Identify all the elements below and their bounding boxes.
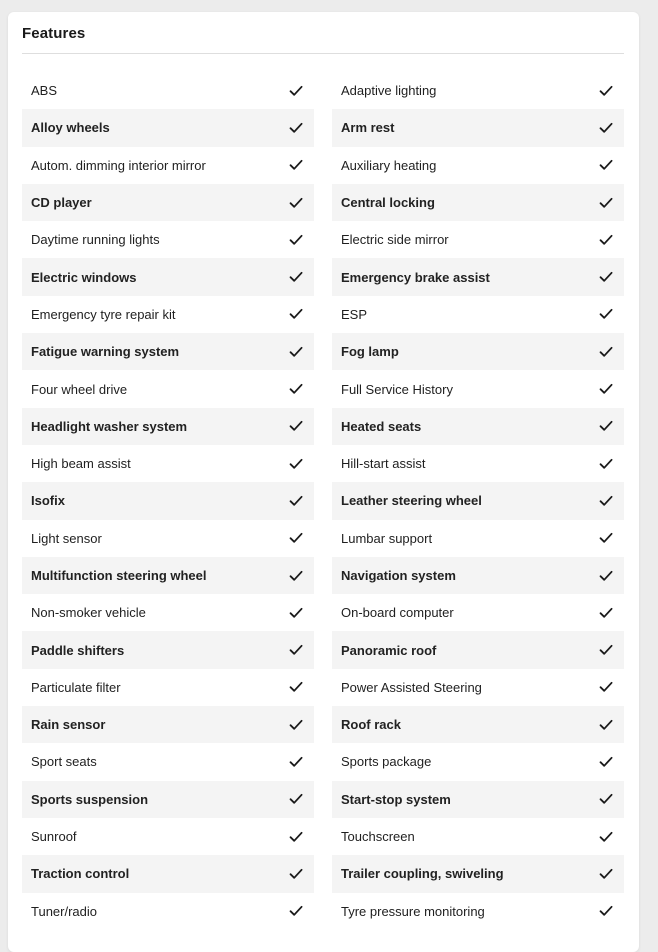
feature-row bbox=[22, 594, 314, 631]
feature-row bbox=[332, 296, 624, 333]
feature-label: Particulate filter bbox=[31, 679, 121, 695]
feature-label: Start-stop system bbox=[341, 791, 451, 807]
feature-row bbox=[332, 408, 624, 445]
feature-row bbox=[22, 445, 314, 482]
feature-label: Fog lamp bbox=[341, 344, 399, 360]
feature-row bbox=[22, 557, 314, 594]
checkmark-icon bbox=[599, 681, 613, 693]
feature-row bbox=[22, 631, 314, 668]
feature-label: Sports suspension bbox=[31, 791, 149, 807]
feature-label: Central locking bbox=[341, 195, 435, 211]
feature-label: Rain sensor bbox=[31, 717, 106, 733]
checkmark-icon bbox=[599, 868, 613, 880]
feature-row bbox=[332, 72, 624, 109]
feature-row bbox=[22, 482, 314, 519]
feature-label: Roof rack bbox=[341, 717, 401, 733]
feature-row bbox=[22, 743, 314, 780]
checkmark-icon bbox=[289, 420, 303, 432]
feature-row bbox=[22, 818, 314, 855]
checkmark-icon bbox=[289, 159, 303, 171]
feature-label: Arm rest bbox=[341, 120, 395, 136]
feature-label: Traction control bbox=[31, 866, 130, 882]
checkmark-icon bbox=[289, 383, 303, 395]
checkmark-icon bbox=[289, 458, 303, 470]
checkmark-icon bbox=[599, 831, 613, 843]
checkmark-icon bbox=[599, 346, 613, 358]
checkmark-icon bbox=[599, 85, 613, 97]
feature-label: Fatigue warning system bbox=[31, 344, 180, 360]
checkmark-icon bbox=[289, 122, 303, 134]
checkmark-icon bbox=[599, 719, 613, 731]
checkmark-icon bbox=[599, 644, 613, 656]
checkmark-icon bbox=[289, 793, 303, 805]
feature-label: Light sensor bbox=[31, 530, 102, 546]
checkmark-icon bbox=[599, 420, 613, 432]
feature-row bbox=[22, 408, 314, 445]
feature-label: Emergency brake assist bbox=[341, 269, 490, 285]
feature-row bbox=[332, 258, 624, 295]
features-card bbox=[8, 12, 639, 952]
checkmark-icon bbox=[289, 271, 303, 283]
checkmark-icon bbox=[599, 532, 613, 544]
feature-row bbox=[332, 221, 624, 258]
feature-row bbox=[22, 258, 314, 295]
feature-label: High beam assist bbox=[31, 456, 131, 472]
feature-label: Lumbar support bbox=[341, 530, 433, 546]
checkmark-icon bbox=[599, 159, 613, 171]
feature-row bbox=[332, 743, 624, 780]
feature-row bbox=[332, 855, 624, 892]
features-grid bbox=[22, 72, 624, 930]
feature-label: Four wheel drive bbox=[31, 381, 128, 397]
feature-row bbox=[332, 818, 624, 855]
checkmark-icon bbox=[289, 905, 303, 917]
feature-row bbox=[332, 594, 624, 631]
feature-row bbox=[22, 520, 314, 557]
checkmark-icon bbox=[289, 85, 303, 97]
feature-row bbox=[332, 631, 624, 668]
feature-row bbox=[332, 669, 624, 706]
feature-label: Paddle shifters bbox=[31, 642, 125, 658]
feature-row bbox=[332, 706, 624, 743]
feature-label: Isofix bbox=[31, 493, 65, 509]
feature-row bbox=[22, 706, 314, 743]
feature-label: Headlight washer system bbox=[31, 418, 188, 434]
checkmark-icon bbox=[289, 308, 303, 320]
feature-label: Hill-start assist bbox=[341, 456, 426, 472]
section-title: Features bbox=[22, 25, 86, 42]
feature-label: Electric windows bbox=[31, 269, 137, 285]
checkmark-icon bbox=[289, 868, 303, 880]
checkmark-icon bbox=[599, 905, 613, 917]
checkmark-icon bbox=[289, 681, 303, 693]
features-column-left bbox=[22, 72, 314, 930]
feature-row bbox=[332, 893, 624, 930]
checkmark-icon bbox=[289, 346, 303, 358]
checkmark-icon bbox=[599, 607, 613, 619]
feature-row bbox=[332, 333, 624, 370]
feature-label: Daytime running lights bbox=[31, 232, 160, 248]
checkmark-icon bbox=[289, 831, 303, 843]
checkmark-icon bbox=[599, 458, 613, 470]
feature-label: Tyre pressure monitoring bbox=[341, 903, 485, 919]
checkmark-icon bbox=[289, 570, 303, 582]
checkmark-icon bbox=[599, 793, 613, 805]
feature-label: Trailer coupling, swiveling bbox=[341, 866, 504, 882]
feature-row bbox=[332, 147, 624, 184]
feature-row bbox=[22, 296, 314, 333]
features-column-right bbox=[332, 72, 624, 930]
feature-label: Alloy wheels bbox=[31, 120, 110, 136]
checkmark-icon bbox=[289, 234, 303, 246]
feature-label: Sports package bbox=[341, 754, 432, 770]
feature-row bbox=[22, 72, 314, 109]
feature-label: Panoramic roof bbox=[341, 642, 437, 658]
feature-label: Heated seats bbox=[341, 418, 422, 434]
checkmark-icon bbox=[599, 756, 613, 768]
feature-row bbox=[332, 445, 624, 482]
checkmark-icon bbox=[599, 122, 613, 134]
feature-label: Navigation system bbox=[341, 568, 456, 583]
feature-row bbox=[332, 781, 624, 818]
feature-label: Adaptive lighting bbox=[341, 83, 437, 99]
feature-label: Full Service History bbox=[341, 381, 453, 397]
checkmark-icon bbox=[289, 495, 303, 507]
feature-label: Electric side mirror bbox=[341, 232, 449, 248]
feature-label: Autom. dimming interior mirror bbox=[31, 157, 206, 173]
checkmark-icon bbox=[599, 308, 613, 320]
feature-row bbox=[332, 520, 624, 557]
feature-label: Multifunction steering wheel bbox=[31, 568, 207, 583]
checkmark-icon bbox=[599, 271, 613, 283]
feature-label: Emergency tyre repair kit bbox=[31, 306, 176, 322]
checkmark-icon bbox=[289, 532, 303, 544]
checkmark-icon bbox=[599, 495, 613, 507]
title-divider bbox=[22, 53, 624, 54]
feature-label: ESP bbox=[341, 306, 368, 322]
feature-row bbox=[332, 370, 624, 407]
feature-row bbox=[22, 147, 314, 184]
feature-label: Power Assisted Steering bbox=[341, 679, 482, 695]
feature-label: Sunroof bbox=[31, 829, 77, 845]
checkmark-icon bbox=[289, 607, 303, 619]
feature-row bbox=[22, 184, 314, 221]
feature-row bbox=[22, 669, 314, 706]
feature-row bbox=[22, 221, 314, 258]
feature-row bbox=[332, 184, 624, 221]
checkmark-icon bbox=[289, 756, 303, 768]
feature-row bbox=[332, 482, 624, 519]
checkmark-icon bbox=[599, 383, 613, 395]
checkmark-icon bbox=[289, 719, 303, 731]
feature-row bbox=[22, 893, 314, 930]
feature-row bbox=[332, 557, 624, 594]
feature-label: On-board computer bbox=[341, 605, 454, 621]
feature-label: CD player bbox=[31, 195, 92, 211]
feature-label: Non-smoker vehicle bbox=[31, 605, 146, 621]
feature-row bbox=[22, 781, 314, 818]
feature-label: Touchscreen bbox=[341, 829, 415, 845]
checkmark-icon bbox=[289, 644, 303, 656]
checkmark-icon bbox=[599, 197, 613, 209]
feature-row bbox=[22, 370, 314, 407]
feature-label: Sport seats bbox=[31, 754, 97, 770]
feature-row bbox=[22, 855, 314, 892]
feature-label: Auxiliary heating bbox=[341, 157, 437, 173]
feature-row bbox=[332, 109, 624, 146]
feature-label: ABS bbox=[31, 83, 58, 99]
checkmark-icon bbox=[599, 234, 613, 246]
feature-row bbox=[22, 333, 314, 370]
feature-label: Leather steering wheel bbox=[341, 493, 482, 509]
feature-label: Tuner/radio bbox=[31, 903, 97, 919]
feature-row bbox=[22, 109, 314, 146]
checkmark-icon bbox=[599, 570, 613, 582]
checkmark-icon bbox=[289, 197, 303, 209]
